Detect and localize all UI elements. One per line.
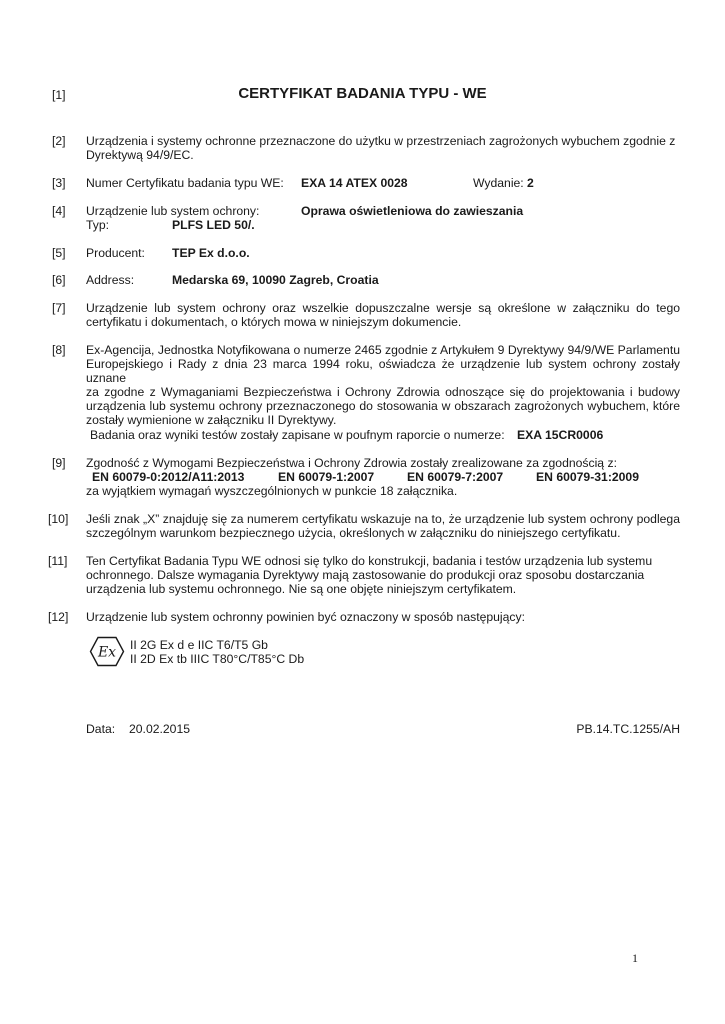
marking-dust: II 2D Ex tb IIIC T80°C/T85°C Db [130, 652, 305, 666]
standard-item: EN 60079-7:2007 [407, 470, 504, 484]
certificate-number-row [86, 176, 680, 190]
producer-label: Producent: [86, 246, 145, 260]
section-11-text [86, 554, 680, 596]
section-marker-10: [10] [48, 512, 69, 526]
section-marker-5: [5] [52, 246, 66, 260]
address-label: Address: [86, 273, 135, 287]
section-7-line-2: certyfikatu i dokumentach, o których mowa w niniejszym dokumencie. [86, 315, 462, 329]
section-11-line-3: urządzenia lub systemu ochronnego. Nie są one objęte niniejszym certyfikatem. [86, 582, 517, 596]
equipment-value: Oprawa oświetleniowa do zawieszania [301, 204, 524, 218]
section-marker-8: [8] [52, 343, 66, 357]
address-row [86, 273, 680, 287]
section-8-line-1: Ex-Agencija, Jednostka Notyfikowana o numerze 2465 zgodnie z Artykułem 9 Dyrektywy 94/9/WE Parlamentu [86, 343, 680, 357]
producer-row [86, 246, 680, 260]
section-marker-6: [6] [52, 273, 66, 287]
section-9-line-1: Zgodność z Wymogami Bezpieczeństwa i Ochrony Zdrowia zostały zrealizowane za zgodnością z: [86, 456, 617, 470]
report-number: EXA 15CR0006 [517, 428, 604, 442]
section-marker-7: [7] [52, 301, 66, 315]
section-2-line-1: Urządzenia i systemy ochronne przeznaczone do użytku w przestrzeniach zagrożonych wybuchem zgodnie z [86, 134, 676, 148]
section-10-line-2: szczególnym warunkom bezpiecznego użycia, określonych w załączniku do niniejszego certyfikatu. [86, 526, 621, 540]
standard-item: EN 60079-0:2012/A11:2013 [92, 470, 245, 484]
section-2-line-2: Dyrektywą 94/9/EC. [86, 148, 194, 162]
document-title: CERTYFIKAT BADANIA TYPU - WE [238, 85, 487, 102]
standard-item: EN 60079-31:2009 [536, 470, 639, 484]
date-label: Data: [86, 722, 116, 736]
section-marker-3: [3] [52, 176, 66, 190]
equipment-block [86, 204, 680, 232]
certificate-number-label: Numer Certyfikatu badania typu WE: [86, 176, 284, 190]
equipment-label: Urządzenie lub system ochrony: [86, 204, 260, 218]
section-2-text [86, 134, 680, 162]
section-11-line-2: ochronnego. Dalsze wymagania Dyrektywy mają zastosowanie do produkcji oraz sposobu dostarczania [86, 568, 645, 582]
section-10-text [86, 512, 680, 540]
section-marker-12: [12] [48, 610, 69, 624]
section-11-line-1: Ten Certyfikat Badania Typu WE odnosi się tylko do konstrukcji, badania i testów urządzenia lub systemu [86, 554, 653, 568]
section-7-line-1: Urządzenie lub system ochrony oraz wszelkie dopuszczalne wersje są określone w załączniku do tego [86, 301, 680, 315]
producer-value: TEP Ex d.o.o. [172, 246, 250, 260]
date-value: 20.02.2015 [129, 722, 190, 736]
address-value: Medarska 69, 10090 Zagreb, Croatia [172, 273, 379, 287]
ex-symbol-text: Ex [97, 644, 117, 661]
type-label: Typ: [86, 218, 110, 232]
section-marker-4: [4] [52, 204, 66, 218]
section-8-text [86, 343, 680, 427]
standards-list [86, 470, 680, 484]
section-9-text [86, 456, 680, 498]
report-label: Badania oraz wyniki testów zostały zapisane w poufnym raporcie o numerze: [90, 428, 505, 442]
section-8-line-2: Europejskiego i Rady z dnia 23 marca 1994 roku, oświadcza że urządzenie lub system ochrony zostały uznane [86, 357, 680, 385]
section-8-line-4: urządzenia lub systemu ochrony przeznaczonego do stosowania w obszarach zagrożonych wybuchem, które [86, 399, 680, 413]
edition-value: 2 [527, 176, 534, 190]
section-marker-1: [1] [52, 88, 66, 102]
section-10-line-1: Jeśli znak „X” znajduję się za numerem certyfikatu wskazuje na to, że urządzenie lub system ochrony podlega [86, 512, 680, 526]
document-reference: PB.14.TC.1255/AH [576, 722, 680, 736]
edition-label: Wydanie: [473, 176, 524, 190]
report-row [90, 428, 680, 442]
section-8-line-3: za zgodne z Wymaganiami Bezpieczeństwa i Ochrony Zdrowia odnoszące się do projektowania i budowy [86, 385, 680, 399]
section-12-line-1: Urządzenie lub system ochronny powinien być oznaczony w sposób następujący: [86, 610, 525, 624]
atex-marking [130, 638, 530, 666]
section-9-line-3: za wyjątkiem wymagań wyszczególnionych w punkcie 18 załącznika. [86, 484, 458, 498]
page-number: 1 [632, 951, 638, 965]
section-marker-9: [9] [52, 456, 66, 470]
standard-item: EN 60079-1:2007 [278, 470, 375, 484]
section-marker-2: [2] [52, 134, 66, 148]
section-8-line-5: zostały wymienione w załączniku II Dyrektywy. [86, 413, 337, 427]
section-marker-11: [11] [48, 554, 68, 568]
marking-gas: II 2G Ex d e IIC T6/T5 Gb [130, 638, 268, 652]
section-7-text [86, 301, 680, 329]
certificate-number-value: EXA 14 ATEX 0028 [301, 176, 408, 190]
type-value: PLFS LED 50/. [172, 218, 255, 232]
ex-hexagon-icon [89, 636, 125, 667]
section-12-text [86, 610, 680, 624]
